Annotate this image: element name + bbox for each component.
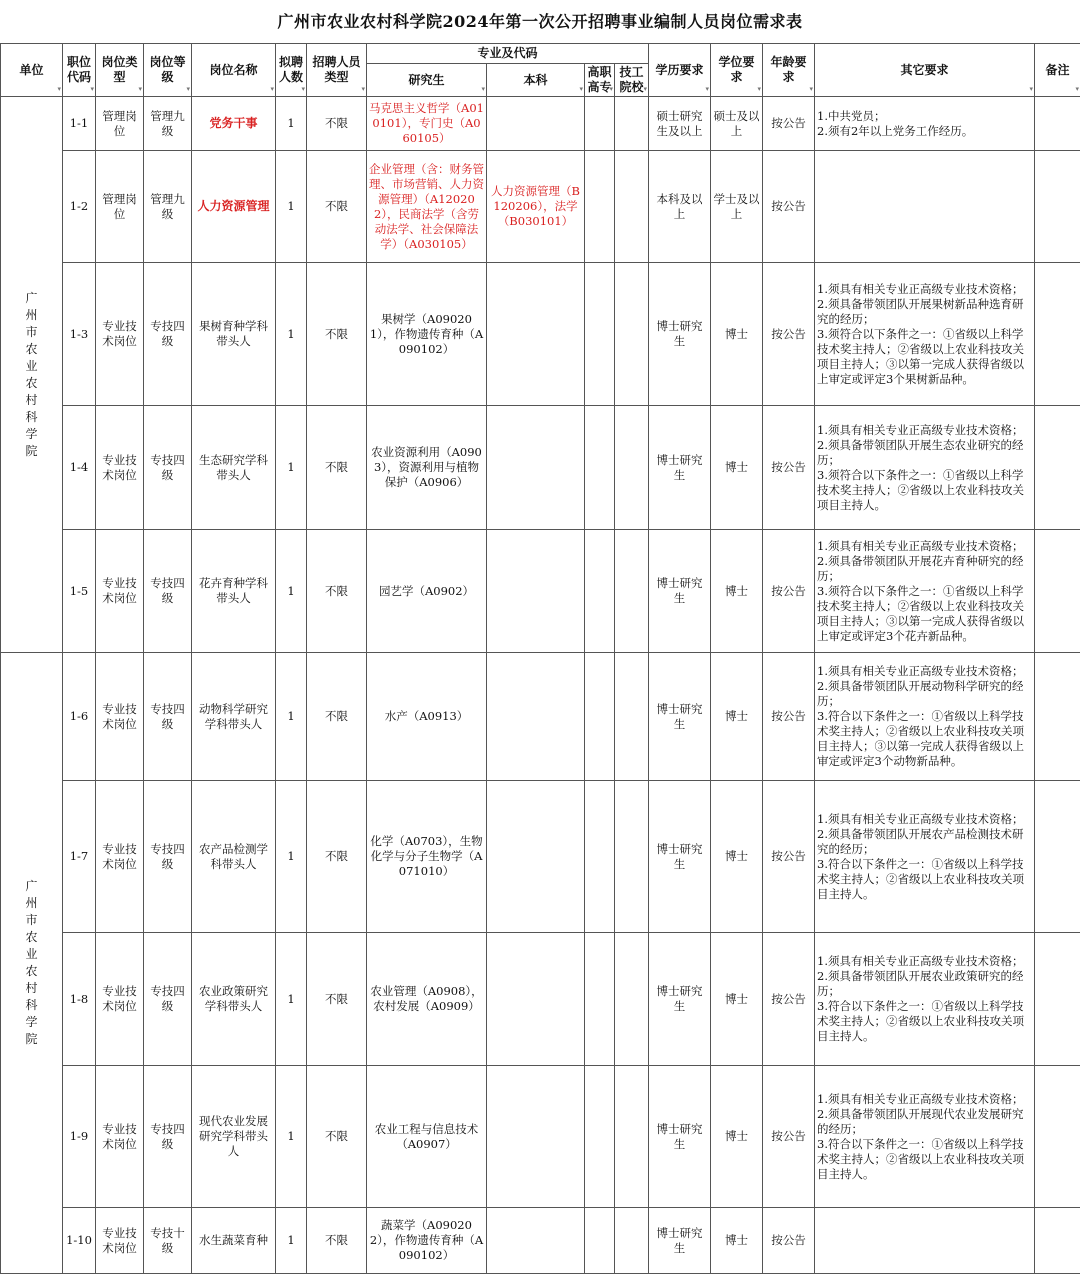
note-cell [1035, 1066, 1080, 1208]
job-code: 1-1 [63, 97, 96, 151]
graduate-major: 农业管理（A0908），农村发展（A0909） [367, 933, 487, 1066]
job-grade: 专技四级 [144, 406, 192, 530]
hire-count: 1 [276, 1208, 307, 1274]
header-graduate[interactable]: 研究生 ▾ [367, 64, 487, 97]
graduate-major: 化学（A0703），生物化学与分子生物学（A071010） [367, 781, 487, 933]
job-code: 1-4 [63, 406, 96, 530]
job-grade: 专技四级 [144, 933, 192, 1066]
job-type: 专业技术岗位 [96, 263, 144, 406]
undergraduate-major [487, 1208, 585, 1274]
graduate-major: 农业资源利用（A0903），资源利用与植物保护（A0906） [367, 406, 487, 530]
hire-count: 1 [276, 263, 307, 406]
degree-req: 硕士及以上 [711, 97, 763, 151]
age-req: 按公告 [763, 151, 815, 263]
age-req: 按公告 [763, 1208, 815, 1274]
other-req [815, 1208, 1035, 1274]
hire-count: 1 [276, 933, 307, 1066]
job-grade: 管理九级 [144, 97, 192, 151]
job-name: 农业政策研究学科带头人 [192, 933, 276, 1066]
other-req [815, 151, 1035, 263]
education-req: 本科及以上 [649, 151, 711, 263]
graduate-major: 水产（A0913） [367, 653, 487, 781]
vocational-major [585, 97, 615, 151]
undergraduate-major [487, 653, 585, 781]
job-type: 专业技术岗位 [96, 781, 144, 933]
vocational-major [585, 263, 615, 406]
table-row [1, 151, 1080, 263]
note-cell [1035, 653, 1080, 781]
undergraduate-major [487, 97, 585, 151]
technical-major [615, 781, 649, 933]
vocational-major [585, 781, 615, 933]
vocational-major [585, 151, 615, 263]
technical-major [615, 97, 649, 151]
education-req: 博士研究生 [649, 406, 711, 530]
person-type: 不限 [307, 1208, 367, 1274]
hire-count: 1 [276, 530, 307, 653]
table-row [1, 263, 1080, 406]
job-type: 专业技术岗位 [96, 933, 144, 1066]
vocational-major [585, 1208, 615, 1274]
age-req: 按公告 [763, 406, 815, 530]
degree-req: 博士 [711, 781, 763, 933]
table-row [1, 781, 1080, 933]
technical-major [615, 653, 649, 781]
header-grade[interactable]: 岗位等级 ▾ [144, 44, 192, 97]
other-req: 1.须具有相关专业正高级专业技术资格； 2.须具备带领团队开展农业政策研究的经历； 3.符合以下条件之一：①省级以上科学技术奖主持人；②省级以上农业科技攻关项目主持人。 [815, 933, 1035, 1066]
job-code: 1-9 [63, 1066, 96, 1208]
other-req: 1.中共党员； 2.须有2年以上党务工作经历。 [815, 97, 1035, 151]
header-count[interactable]: 拟聘人数 ▾ [276, 44, 307, 97]
technical-major [615, 530, 649, 653]
other-req: 1.须具有相关专业正高级专业技术资格； 2.须具备带领团队开展花卉育种研究的经历； 3.须符合以下条件之一：①省级以上科学技术奖主持人；②省级以上农业科技攻关项目主持人；③以第一完成人获得省级以上审定或评定3个花卉新品种。 [815, 530, 1035, 653]
degree-req: 博士 [711, 263, 763, 406]
table-row [1, 406, 1080, 530]
undergraduate-major: 人力资源管理（B120206），法学（B030101） [487, 151, 585, 263]
job-grade: 专技四级 [144, 781, 192, 933]
job-type: 专业技术岗位 [96, 653, 144, 781]
technical-major [615, 151, 649, 263]
header-undergraduate[interactable]: 本科 ▾ [487, 64, 585, 97]
education-req: 博士研究生 [649, 1208, 711, 1274]
job-name: 果树育种学科带头人 [192, 263, 276, 406]
hire-count: 1 [276, 781, 307, 933]
table-row [1, 1208, 1080, 1274]
table-row [1, 933, 1080, 1066]
graduate-major: 企业管理（含：财务管理、市场营销、人力资源管理）（A120202），民商法学（含劳动法学、社会保障法学）（A030105） [367, 151, 487, 263]
note-cell [1035, 933, 1080, 1066]
other-req: 1.须具有相关专业正高级专业技术资格； 2.须具备带领团队开展生态农业研究的经历； 3.须符合以下条件之一：①省级以上科学技术奖主持人；②省级以上农业科技攻关项目主持人。 [815, 406, 1035, 530]
hire-count: 1 [276, 1066, 307, 1208]
other-req: 1.须具有相关专业正高级专业技术资格； 2.须具备带领团队开展果树新品种选育研究的经历； 3.须符合以下条件之一：①省级以上科学技术奖主持人；②省级以上农业科技攻关项目主持人；③以第一完成人获得省级以上审定或评定3个果树新品种。 [815, 263, 1035, 406]
technical-major [615, 406, 649, 530]
note-cell [1035, 263, 1080, 406]
header-other[interactable]: 其它要求 ▾ [815, 44, 1035, 97]
education-req: 博士研究生 [649, 653, 711, 781]
graduate-major: 农业工程与信息技术（A0907） [367, 1066, 487, 1208]
person-type: 不限 [307, 530, 367, 653]
graduate-major: 园艺学（A0902） [367, 530, 487, 653]
undergraduate-major [487, 781, 585, 933]
header-technical[interactable]: 技工院校 ▾ [615, 64, 649, 97]
undergraduate-major [487, 530, 585, 653]
technical-major [615, 1208, 649, 1274]
job-name: 花卉育种学科带头人 [192, 530, 276, 653]
note-cell [1035, 151, 1080, 263]
job-grade: 专技十级 [144, 1208, 192, 1274]
vocational-major [585, 530, 615, 653]
header-education[interactable]: 学历要求 ▾ [649, 44, 711, 97]
person-type: 不限 [307, 1066, 367, 1208]
job-code: 1-8 [63, 933, 96, 1066]
graduate-major: 蔬菜学（A090202），作物遗传育种（A090102） [367, 1208, 487, 1274]
graduate-major: 果树学（A090201），作物遗传育种（A090102） [367, 263, 487, 406]
job-code: 1-2 [63, 151, 96, 263]
other-req: 1.须具有相关专业正高级专业技术资格； 2.须具备带领团队开展现代农业发展研究的经历； 3.符合以下条件之一：①省级以上科学技术奖主持人；②省级以上农业科技攻关项目主持人。 [815, 1066, 1035, 1208]
job-name: 农产品检测学科带头人 [192, 781, 276, 933]
job-name: 人力资源管理 [192, 151, 276, 263]
unit-cell: 广州市农业农村科学院 [1, 97, 63, 653]
person-type: 不限 [307, 933, 367, 1066]
job-code: 1-3 [63, 263, 96, 406]
unit-cell: 广州市农业农村科学院 [1, 653, 63, 1274]
job-grade: 管理九级 [144, 151, 192, 263]
header-type[interactable]: 岗位类型 ▾ [96, 44, 144, 97]
note-cell [1035, 1208, 1080, 1274]
technical-major [615, 263, 649, 406]
job-type: 管理岗位 [96, 97, 144, 151]
person-type: 不限 [307, 406, 367, 530]
vocational-major [585, 406, 615, 530]
vocational-major [585, 933, 615, 1066]
header-name[interactable]: 岗位名称 ▾ [192, 44, 276, 97]
job-grade: 专技四级 [144, 263, 192, 406]
age-req: 按公告 [763, 1066, 815, 1208]
header-note[interactable]: 备注 ▾ [1035, 44, 1080, 97]
job-type: 专业技术岗位 [96, 1066, 144, 1208]
undergraduate-major [487, 263, 585, 406]
document-title: 广州市农业农村科学院2024年第一次公开招聘事业编制人员岗位需求表 [277, 12, 803, 31]
job-type: 专业技术岗位 [96, 530, 144, 653]
job-type: 专业技术岗位 [96, 406, 144, 530]
header-age[interactable]: 年龄要求 ▾ [763, 44, 815, 97]
hire-count: 1 [276, 97, 307, 151]
job-grade: 专技四级 [144, 530, 192, 653]
age-req: 按公告 [763, 781, 815, 933]
age-req: 按公告 [763, 263, 815, 406]
job-type: 专业技术岗位 [96, 1208, 144, 1274]
degree-req: 博士 [711, 933, 763, 1066]
hire-count: 1 [276, 653, 307, 781]
age-req: 按公告 [763, 97, 815, 151]
note-cell [1035, 781, 1080, 933]
job-name: 动物科学研究学科带头人 [192, 653, 276, 781]
job-code: 1-7 [63, 781, 96, 933]
degree-req: 博士 [711, 1066, 763, 1208]
age-req: 按公告 [763, 653, 815, 781]
table-row [1, 653, 1080, 781]
job-grade: 专技四级 [144, 1066, 192, 1208]
header-major-group: 专业及代码 [367, 44, 649, 64]
person-type: 不限 [307, 263, 367, 406]
education-req: 博士研究生 [649, 933, 711, 1066]
education-req: 博士研究生 [649, 530, 711, 653]
job-name: 党务干事 [192, 97, 276, 151]
header-vocational[interactable]: 高职高专 ▾ [585, 64, 615, 97]
undergraduate-major [487, 406, 585, 530]
age-req: 按公告 [763, 530, 815, 653]
person-type: 不限 [307, 151, 367, 263]
degree-req: 博士 [711, 530, 763, 653]
job-name: 水生蔬菜育种 [192, 1208, 276, 1274]
education-req: 硕士研究生及以上 [649, 97, 711, 151]
job-name: 现代农业发展研究学科带头人 [192, 1066, 276, 1208]
job-code: 1-6 [63, 653, 96, 781]
person-type: 不限 [307, 653, 367, 781]
degree-req: 博士 [711, 653, 763, 781]
degree-req: 博士 [711, 406, 763, 530]
job-requirements-table [0, 43, 1080, 1274]
graduate-major: 马克思主义哲学（A010101），专门史（A060105） [367, 97, 487, 151]
other-req: 1.须具有相关专业正高级专业技术资格； 2.须具备带领团队开展农产品检测技术研究的经历； 3.符合以下条件之一：①省级以上科学技术奖主持人；②省级以上农业科技攻关项目主持人。 [815, 781, 1035, 933]
header-person-type[interactable]: 招聘人员类型 ▾ [307, 44, 367, 97]
education-req: 博士研究生 [649, 263, 711, 406]
technical-major [615, 1066, 649, 1208]
undergraduate-major [487, 1066, 585, 1208]
person-type: 不限 [307, 781, 367, 933]
vocational-major [585, 1066, 615, 1208]
education-req: 博士研究生 [649, 781, 711, 933]
person-type: 不限 [307, 97, 367, 151]
hire-count: 1 [276, 151, 307, 263]
vocational-major [585, 653, 615, 781]
age-req: 按公告 [763, 933, 815, 1066]
note-cell [1035, 406, 1080, 530]
note-cell [1035, 97, 1080, 151]
job-grade: 专技四级 [144, 653, 192, 781]
job-code: 1-10 [63, 1208, 96, 1274]
job-type: 管理岗位 [96, 151, 144, 263]
table-row [1, 97, 1080, 151]
other-req: 1.须具有相关专业正高级专业技术资格； 2.须具备带领团队开展动物科学研究的经历； 3.符合以下条件之一：①省级以上科学技术奖主持人；②省级以上农业科技攻关项目主持人；③以第一完成人获得省级以上审定或评定3个动物新品种。 [815, 653, 1035, 781]
job-code: 1-5 [63, 530, 96, 653]
header-code[interactable]: 职位代码 ▾ [63, 44, 96, 97]
header-unit[interactable]: 单位 ▾ [1, 44, 63, 97]
table-row [1, 1066, 1080, 1208]
technical-major [615, 933, 649, 1066]
note-cell [1035, 530, 1080, 653]
degree-req: 学士及以上 [711, 151, 763, 263]
hire-count: 1 [276, 406, 307, 530]
header-degree[interactable]: 学位要求 ▾ [711, 44, 763, 97]
undergraduate-major [487, 933, 585, 1066]
job-name: 生态研究学科带头人 [192, 406, 276, 530]
table-row [1, 530, 1080, 653]
education-req: 博士研究生 [649, 1066, 711, 1208]
degree-req: 博士 [711, 1208, 763, 1274]
